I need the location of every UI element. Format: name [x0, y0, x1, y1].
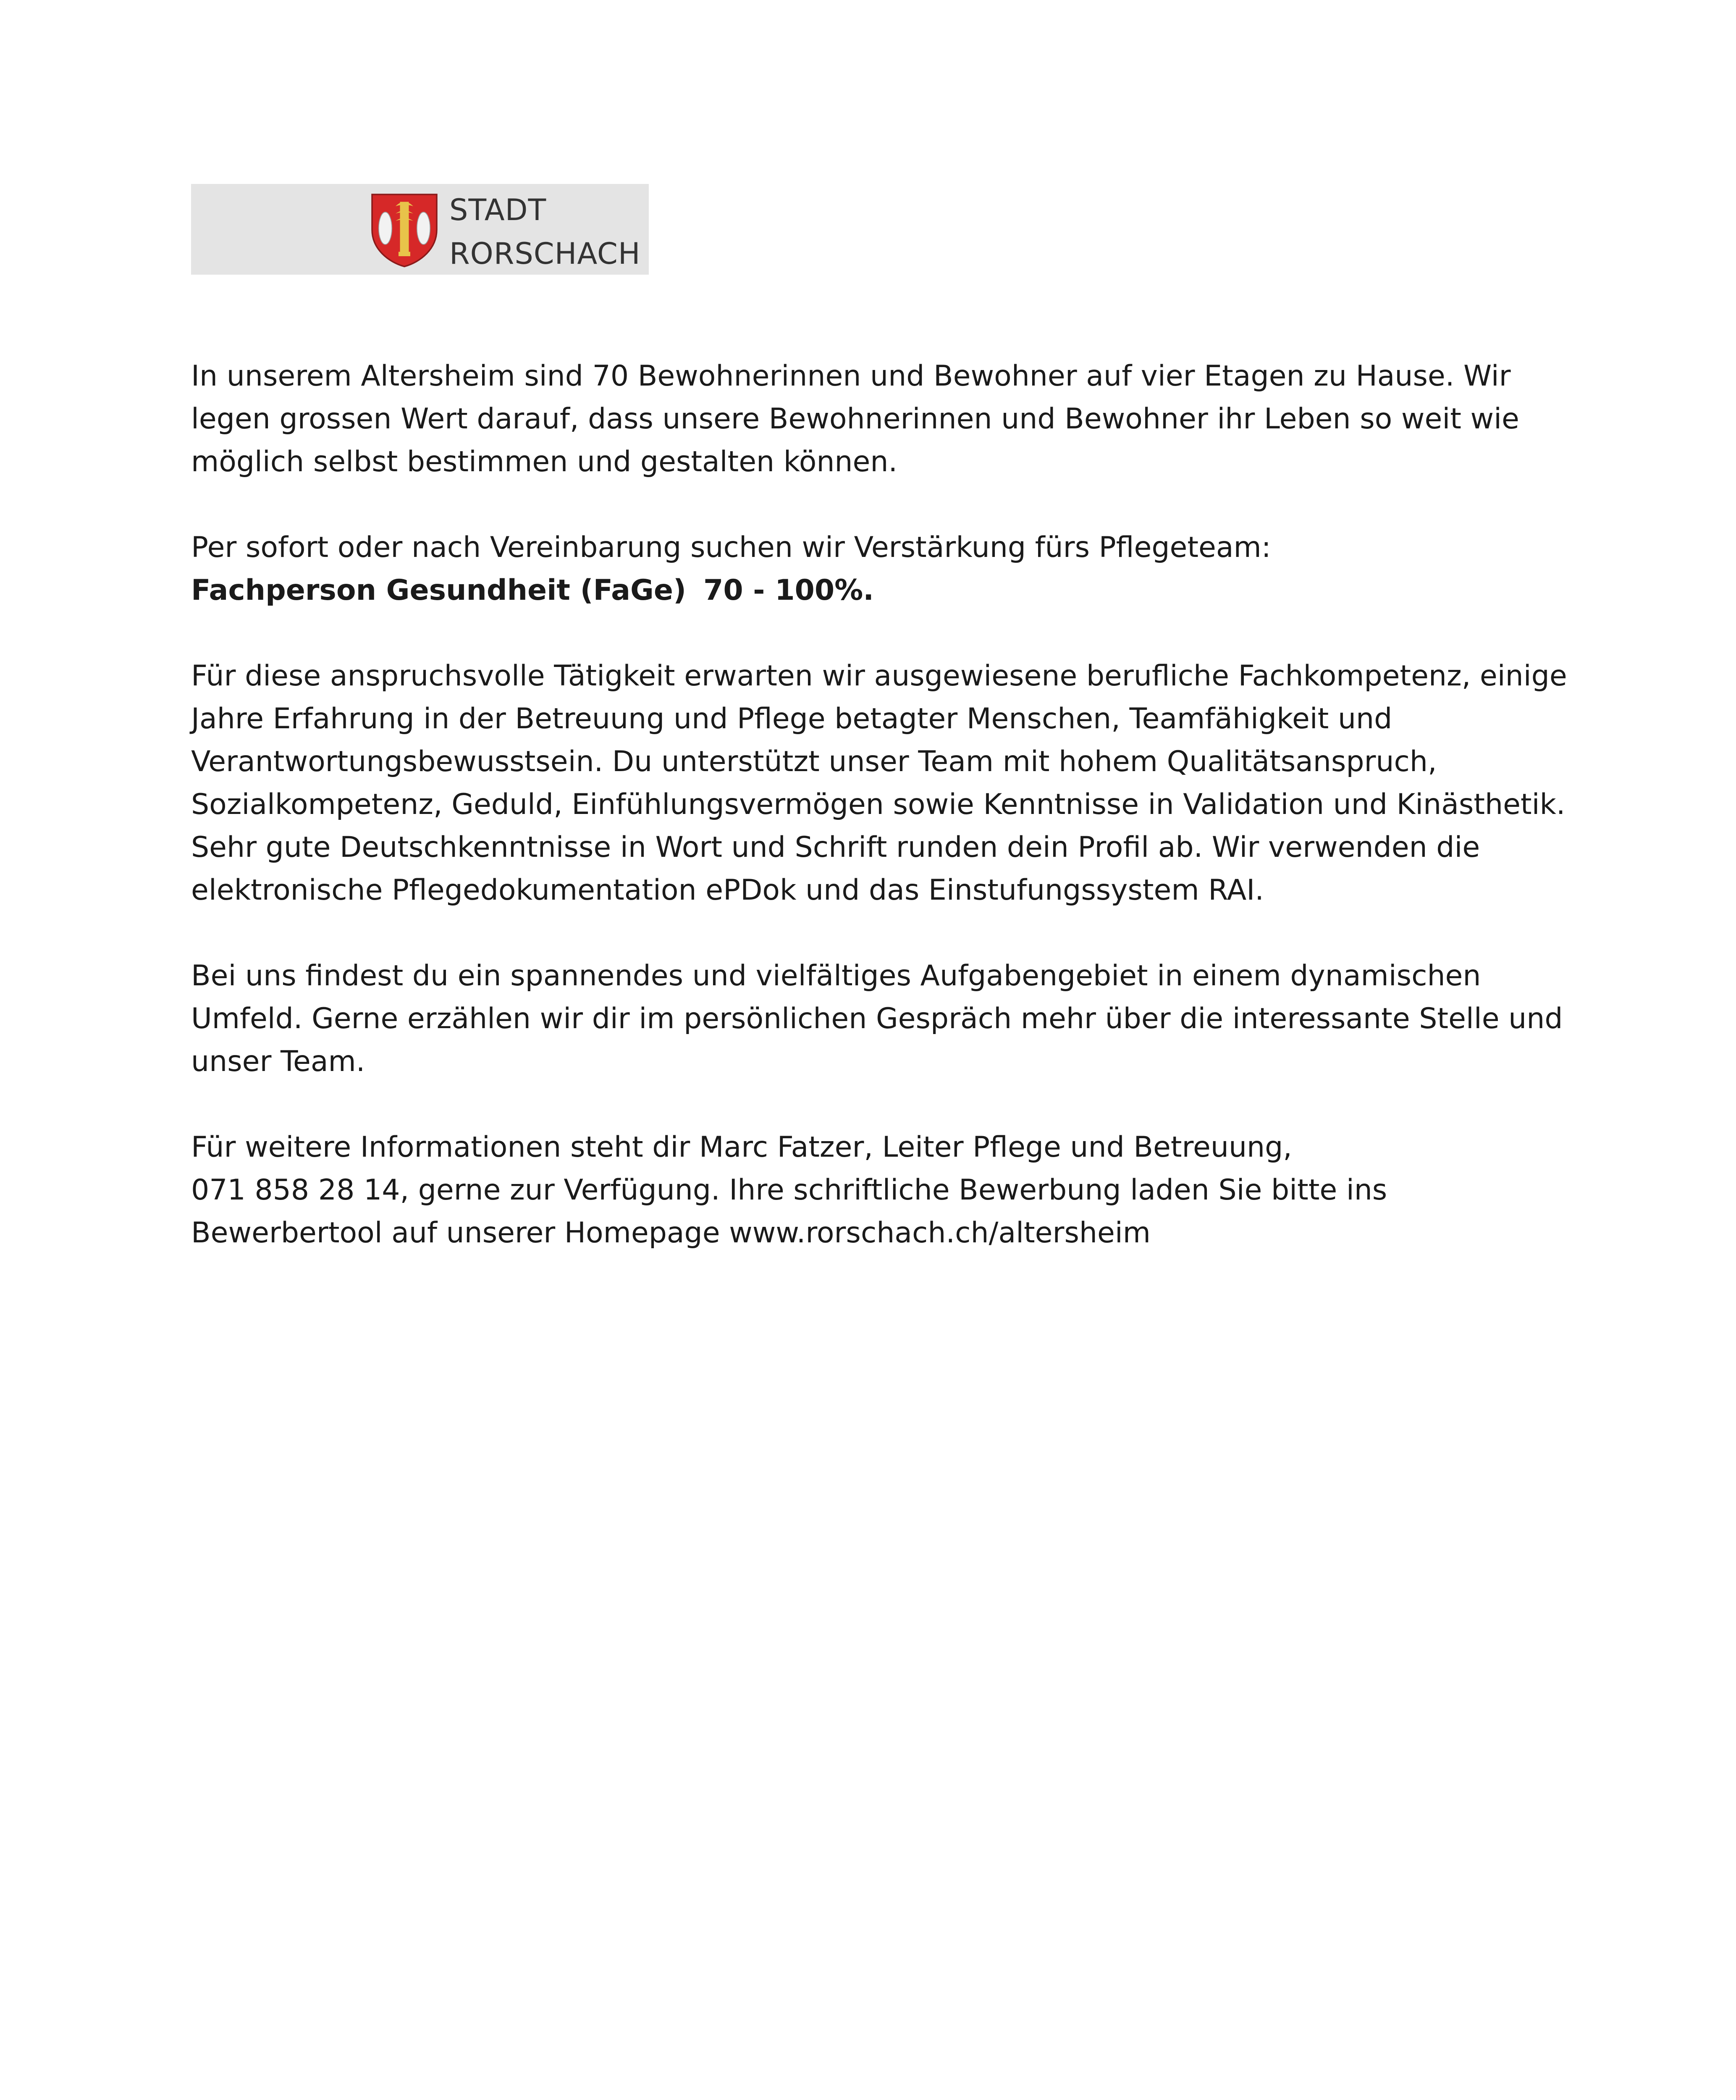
search-intro: Per sofort oder nach Vereinbarung suchen wir Verstärkung fürs Pflegeteam: — [191, 531, 1271, 564]
contact-paragraph: 071 858 28 14, gerne zur Verfügung. Ihre schriftliche Bewerbung laden Sie bitte ins Bewerbertool auf unserer Homepage www.rorschach.ch/altersheim — [191, 1173, 1387, 1250]
position-title: Fachperson Gesundheit (FaGe) — [191, 574, 687, 607]
contact-line: Für weitere Informationen steht dir Marc Fatzer, Leiter Pflege und Betreuung, — [191, 1131, 1292, 1164]
logo-text — [449, 188, 641, 276]
job-posting-body — [191, 355, 1573, 1255]
language-paragraph: Sehr gute Deutschkenntnisse in Wort und Schrift runden dein Profil ab. Wir verwenden die elektronische Pflegedokumentation ePDok und das Einstufungssystem RAI. — [191, 831, 1480, 907]
position-line — [191, 569, 1573, 612]
city-logo — [191, 184, 649, 275]
logo-line-rorschach: RORSCHACH — [449, 236, 641, 271]
requirements-paragraph: Für diese anspruchsvolle Tätigkeit erwarten wir ausgewiesene berufliche Fachkompetenz, einige Jahre Erfahrung in der Betreuung und Pflege betagter Menschen, Teamfähigkeit und Verantwortungsbewusstsein. Du unterstützt unser Team mit hohem Qualitätsanspruch, Sozialkompetenz, Geduld, Einfühlungsvermögen sowie Kenntnisse in Validation und Kinästhetik. — [191, 659, 1567, 821]
offer-paragraph: Bei uns findest du ein spannendes und vielfältiges Aufgabengebiet in einem dynamischen Umfeld. Gerne erzählen wir dir im persönlichen Gespräch mehr über die interessante Stelle und unser Team. — [191, 959, 1563, 1078]
position-percent: 70 - 100%. — [703, 574, 874, 607]
rorschach-crest-icon — [367, 192, 441, 268]
intro-paragraph: In unserem Altersheim sind 70 Bewohnerinnen und Bewohner auf vier Etagen zu Hause. Wir legen grossen Wert darauf, dass unsere Bewohnerinnen und Bewohner ihr Leben so weit wie möglich selbst bestimmen und gestalten können. — [191, 360, 1519, 478]
logo-line-stadt: STADT — [449, 193, 547, 227]
